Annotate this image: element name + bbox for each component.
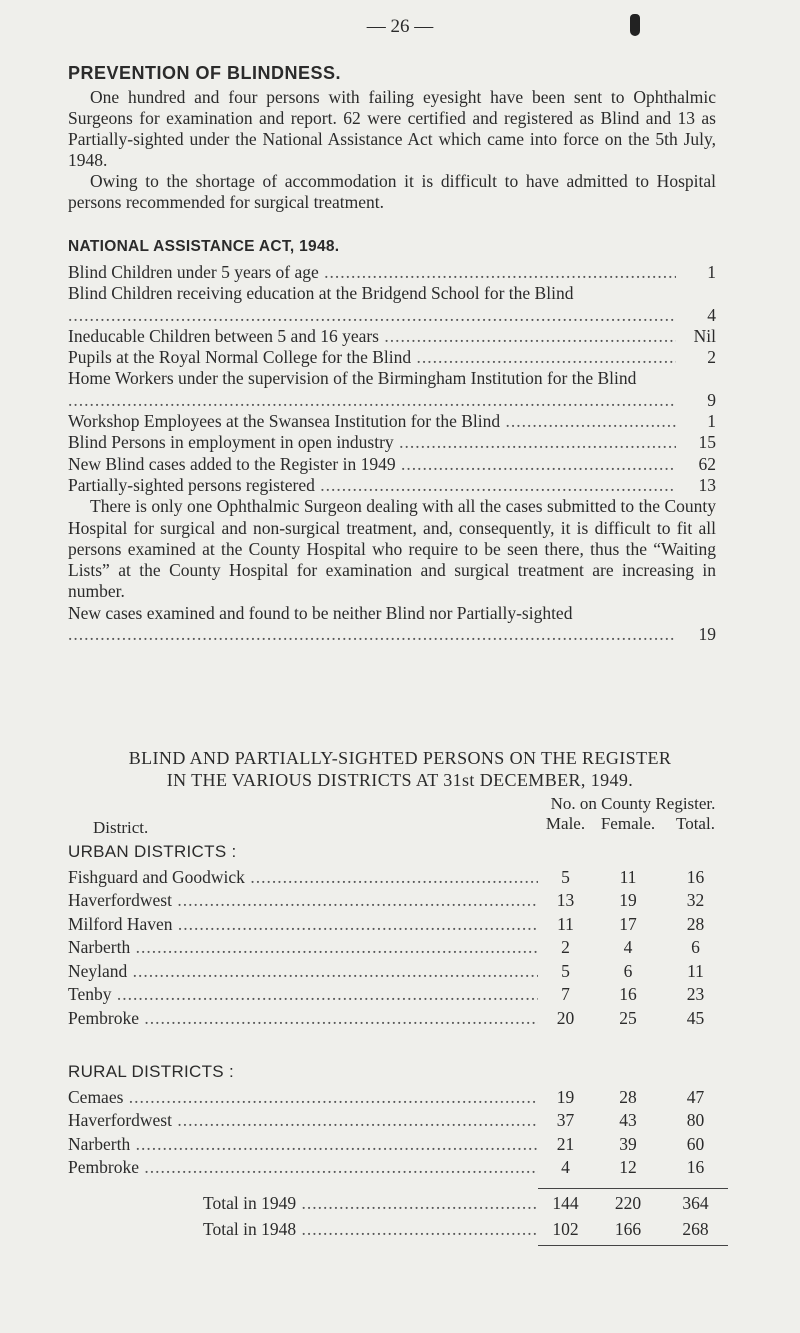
stat-label: Pupils at the Royal Normal College for the Blind ..... [68, 347, 676, 368]
district-name: Pembroke ..... [68, 1008, 538, 1029]
stat-label: Home Workers under the supervision of the Birmingham Institution for the Blind ..... [68, 368, 676, 411]
total-count: 364 [682, 1193, 709, 1213]
female-count: 19 [619, 890, 637, 910]
total-count: 16 [686, 866, 705, 887]
rural-districts-heading: RURAL DISTRICTS : [68, 1062, 234, 1081]
table-row [68, 1214, 728, 1240]
stat-value: 15 [698, 432, 716, 453]
female-count: 12 [619, 1157, 637, 1177]
act-heading: NATIONAL ASSISTANCE ACT, 1948. [68, 238, 340, 255]
table-row [68, 888, 728, 912]
female-count: 17 [619, 913, 637, 934]
female-count: 39 [619, 1133, 637, 1154]
female-count: 4 [623, 937, 633, 957]
stat-row [68, 411, 716, 432]
district-name: Tenby ..... [68, 984, 538, 1005]
district-name: Fishguard and Goodwick ..... [68, 867, 538, 888]
totals-rule-bottom [538, 1245, 728, 1246]
stat-row [68, 347, 716, 368]
female-count: 43 [619, 1110, 637, 1130]
column-header-male: Male. [545, 814, 586, 833]
stat-value: 2 [707, 347, 716, 368]
total-count: 23 [686, 984, 705, 1004]
female-count: 16 [619, 984, 637, 1004]
column-header-district: District. [93, 818, 149, 837]
prevention-paragraph-1: One hundred and four persons with failing eyesight have been sent to Ophthalmic Surgeons for examination and report. 62 were certified and registered as Blind and 13 as Partially-sighted under the National Assistance Act which came into force on the 5th July, 1948. [68, 87, 716, 170]
total-count: 45 [686, 1007, 705, 1028]
stat-value: 1 [707, 411, 716, 432]
totals-label: Total in 1949 ..... [68, 1193, 538, 1214]
page-number: — 26 — [366, 16, 434, 37]
male-count: 2 [561, 937, 570, 957]
female-count: 28 [619, 1086, 637, 1107]
table-row [68, 935, 728, 959]
male-count: 4 [561, 1157, 570, 1177]
district-name: Narberth ..... [68, 1134, 538, 1155]
stat-value: Nil [693, 325, 716, 346]
stat-label: Blind Children receiving education at the Bridgend School for the Blind ..... [68, 283, 676, 326]
column-header-female: Female. [600, 814, 656, 833]
act-note: There is only one Ophthalmic Surgeon dealing with all the cases submitted to the County Hospital for surgical and non-surgical treatment, and, consequently, it is difficult to fit all persons examined at the County Hospital who require to be seen there, thus the “Waiting Lists” at the County Hospital for examination and surgical treatment are increasing in number. [68, 496, 716, 602]
male-count: 5 [561, 960, 570, 981]
totals-table [68, 1188, 728, 1240]
register-title-line-2: IN THE VARIOUS DISTRICTS AT 31st DECEMBER, 1949. [166, 770, 634, 790]
district-name: Haverfordwest ..... [68, 890, 538, 911]
table-row [68, 1108, 728, 1132]
female-count: 6 [623, 960, 633, 981]
stat-label: Partially-sighted persons registered ..... [68, 475, 676, 496]
table-row [68, 1131, 728, 1155]
total-count: 268 [682, 1219, 709, 1239]
stat-value: 1 [707, 262, 716, 282]
stat-row [68, 283, 716, 326]
stat-label: New Blind cases added to the Register in 1949 ..... [68, 454, 676, 475]
register-title-line-1: BLIND AND PARTIALLY-SIGHTED PERSONS ON THE REGISTER [128, 748, 672, 768]
urban-districts-table [68, 840, 728, 1029]
female-count: 220 [614, 1193, 642, 1213]
stat-label: Ineducable Children between 5 and 16 years ..... [68, 326, 676, 347]
stat-row [68, 475, 716, 496]
table-row [68, 1005, 728, 1029]
total-count: 32 [686, 890, 705, 910]
stat-row [68, 454, 716, 475]
district-name: Milford Haven ..... [68, 914, 538, 935]
district-name: Cemaes ..... [68, 1087, 538, 1108]
register-title [80, 747, 720, 791]
totals-label: Total in 1948 ..... [68, 1219, 538, 1240]
column-header-total: Total. [676, 814, 715, 833]
total-count: 28 [686, 913, 705, 934]
stat-value: 13 [698, 474, 716, 495]
stat-value: 19 [698, 624, 716, 645]
rural-districts-table [68, 1060, 728, 1178]
male-count: 19 [556, 1086, 575, 1107]
prevention-paragraph-2: Owing to the shortage of accommodation it is difficult to have admitted to Hospital persons recommended for surgical treatment. [68, 171, 716, 212]
stat-value: 4 [707, 304, 716, 325]
column-group-header: No. on County Register. [550, 794, 716, 813]
table-row [68, 911, 728, 935]
table-row [68, 982, 728, 1006]
male-count: 37 [556, 1110, 575, 1130]
total-count: 11 [687, 960, 704, 981]
urban-districts-heading: URBAN DISTRICTS : [68, 842, 237, 861]
stat-row [68, 603, 716, 646]
table-row [68, 864, 728, 888]
stat-row [68, 368, 716, 411]
district-name: Narberth ..... [68, 937, 538, 958]
male-count: 21 [556, 1133, 575, 1154]
male-count: 144 [552, 1193, 579, 1213]
stat-label: New cases examined and found to be neither Blind nor Partially-sighted ..... [68, 603, 676, 646]
female-count: 25 [619, 1007, 637, 1028]
district-name: Neyland ..... [68, 961, 538, 982]
male-count: 11 [557, 913, 574, 934]
stat-row [68, 326, 716, 347]
male-count: 7 [561, 984, 570, 1004]
total-count: 16 [686, 1157, 705, 1177]
total-count: 6 [691, 937, 700, 957]
stat-label: Workshop Employees at the Swansea Institution for the Blind ..... [68, 411, 676, 432]
female-count: 166 [614, 1219, 642, 1239]
stat-row [68, 432, 716, 453]
prevention-heading: PREVENTION OF BLINDNESS. [68, 63, 342, 83]
male-count: 13 [556, 890, 575, 910]
male-count: 5 [561, 866, 570, 887]
district-name: Pembroke ..... [68, 1157, 538, 1178]
district-name: Haverfordwest ..... [68, 1110, 538, 1131]
male-count: 102 [552, 1219, 579, 1239]
stat-label: Blind Persons in employment in open industry ..... [68, 432, 676, 453]
table-row [68, 1155, 728, 1179]
ink-mark [630, 14, 640, 36]
total-count: 47 [686, 1086, 705, 1107]
male-count: 20 [556, 1007, 575, 1028]
stat-value: 9 [707, 389, 716, 410]
act-statistics-list [68, 262, 716, 645]
table-row [68, 1188, 728, 1214]
table-row [68, 1084, 728, 1108]
prevention-text [68, 87, 716, 213]
table-row [68, 958, 728, 982]
total-count: 80 [686, 1110, 705, 1130]
stat-value: 62 [698, 453, 716, 474]
total-count: 60 [686, 1133, 705, 1154]
stat-label: Blind Children under 5 years of age ..... [68, 262, 676, 283]
stat-row [68, 262, 716, 283]
female-count: 11 [619, 866, 637, 887]
